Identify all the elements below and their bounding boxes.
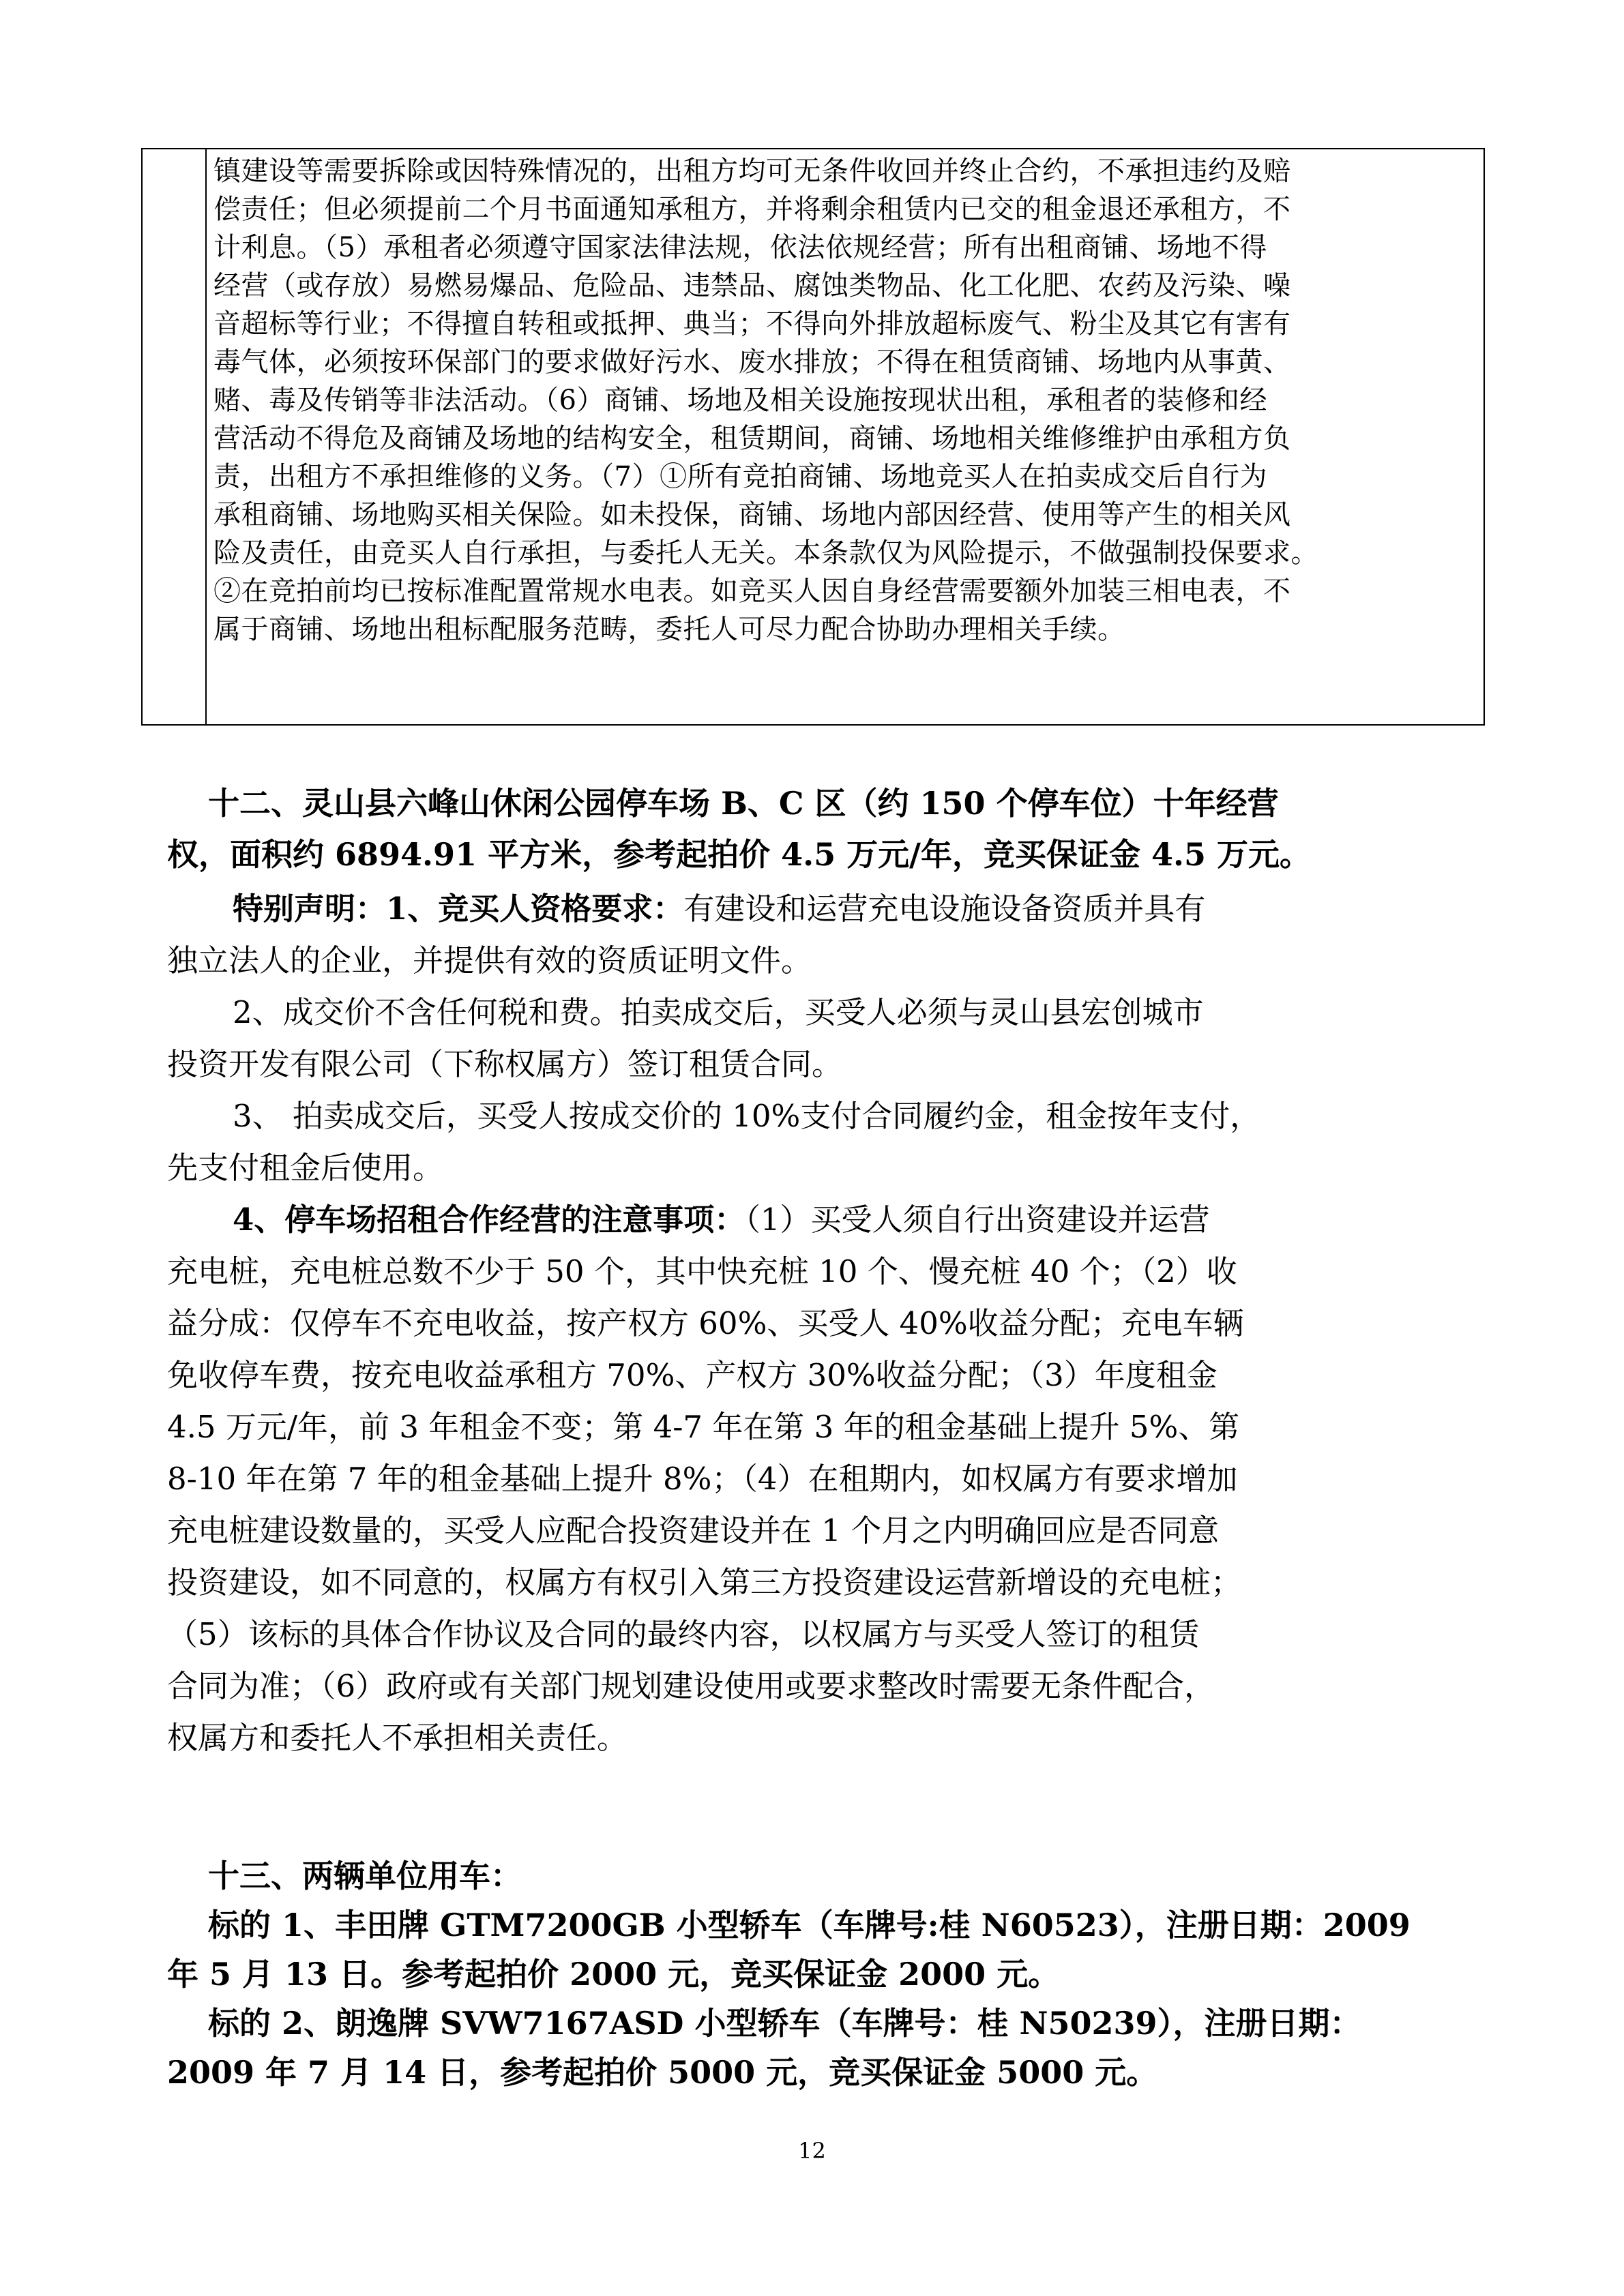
paragraph-line: 独立法人的企业，并提供有效的资质证明文件。 <box>167 942 812 979</box>
heading-line: 权，面积约 6894.91 平方米，参考起拍价 4.5 万元/年，竞买保证金 4.5 万元。 <box>167 836 1312 873</box>
paragraph-line: 3、 拍卖成交后，买受人按成交价的 10%支付合同履约金，租金按年支付， <box>233 1098 1261 1134</box>
table-left-cell <box>143 149 207 724</box>
paragraph-line: 合同为准；（6）政府或有关部门规划建设使用或要求整改时需要无条件配合， <box>167 1668 1215 1704</box>
table-text-line: 偿责任；但必须提前二个月书面通知承租方，并将剩余租赁内已交的租金退还承租方，不 <box>213 194 1291 225</box>
terms-table-fragment <box>141 148 1485 726</box>
section-13 <box>167 1851 1463 2097</box>
page-number: 12 <box>798 2138 826 2164</box>
table-text-line: 毒气体，必须按环保部门的要求做好污水、废水排放；不得在租赁商铺、场地内从事黄、 <box>213 346 1291 378</box>
table-terms-cell <box>213 152 1478 648</box>
parking-notes-lines <box>167 1246 1463 1764</box>
special-statement-label: 特别声明：1、竞买人资格要求： <box>233 891 684 927</box>
paragraph-text: （1）买受人须自行出资建设并运营 <box>745 1202 1210 1238</box>
table-text-line: 属于商铺、场地出租标配服务范畴，委托人可尽力配合协助办理相关手续。 <box>213 614 1125 645</box>
paragraph-line: （5）该标的具体合作协议及合同的最终内容，以权属方与买受人签订的租赁 <box>167 1616 1200 1652</box>
paragraph-line: 充电桩，充电桩总数不少于 50 个，其中快充桩 10 个、慢充桩 40 个；（2）收 <box>167 1253 1237 1289</box>
paragraph-line: 权属方和委托人不承担相关责任。 <box>167 1720 628 1756</box>
table-text-line: 经营（或存放）易燃易爆品、危险品、违禁品、腐蚀类物品、化工化肥、农药及污染、噪 <box>213 270 1291 301</box>
paragraph-line: 免收停车费，按充电收益承租方 70%、产权方 30%收益分配；（3）年度租金 <box>167 1357 1217 1393</box>
table-text-line: 音超标等行业；不得擅自转租或抵押、典当；不得向外排放超标废气、粉尘及其它有害有 <box>213 308 1291 340</box>
parking-notes-label: 4、停车场招租合作经营的注意事项： <box>233 1202 745 1238</box>
paragraph-line: 4.5 万元/年，前 3 年租金不变；第 4-7 年在第 3 年的租金基础上提升 5%、第 <box>167 1409 1240 1445</box>
paragraph-line <box>167 883 1463 935</box>
paragraph-line: 投资开发有限公司（下称权属方）签订租赁合同。 <box>167 1046 843 1082</box>
paragraph-line: 2、成交价不含任何税和费。拍卖成交后，买受人必须与灵山县宏创城市 <box>233 994 1204 1030</box>
vehicle-item-2-line: 2009 年 7 月 14 日，参考起拍价 5000 元，竞买保证金 5000 元。 <box>167 2054 1158 2091</box>
vehicle-item-2-line: 标的 2、朗逸牌 SVW7167ASD 小型轿车（车牌号：桂 N50239），注册日期： <box>208 2005 1361 2042</box>
paragraph-line <box>167 1194 1463 1246</box>
vehicle-item-1-line: 年 5 月 13 日。参考起拍价 2000 元，竞买保证金 2000 元。 <box>167 1956 1060 1993</box>
paragraph-line: 充电桩建设数量的，买受人应配合投资建设并在 1 个月之内明确回应是否同意 <box>167 1512 1220 1549</box>
heading-line: 十二、灵山县六峰山休闲公园停车场 B、C 区（约 150 个停车位）十年经营 <box>208 785 1279 822</box>
table-text-line: 计利息。（5）承租者必须遵守国家法律法规，依法依规经营；所有出租商铺、场地不得 <box>213 232 1267 263</box>
vehicle-item-1-line: 标的 1、丰田牌 GTM7200GB 小型轿车（车牌号:桂 N60523），注册日期：2009 <box>208 1907 1411 1943</box>
paragraph-line: 8-10 年在第 7 年的租金基础上提升 8%；（4）在租期内，如权属方有要求增加 <box>167 1461 1238 1497</box>
paragraph-line: 先支付租金后使用。 <box>167 1150 444 1186</box>
table-text-line: 镇建设等需要拆除或因特殊情况的，出租方均可无条件收回并终止合约，不承担违约及赔 <box>213 155 1291 187</box>
table-text-line: 营活动不得危及商铺及场地的结构安全，租赁期间，商铺、场地相关维修维护由承租方负 <box>213 423 1291 454</box>
table-text-line: ②在竞拍前均已按标准配置常规水电表。如竞买人因自身经营需要额外加装三相电表，不 <box>213 576 1291 607</box>
table-text-line: 险及责任，由竞买人自行承担，与委托人无关。本条款仅为风险提示，不做强制投保要求。 <box>213 537 1318 569</box>
paragraph-text: 有建设和运营充电设施设备资质并具有 <box>683 891 1206 927</box>
table-text-line: 承租商铺、场地购买相关保险。如未投保，商铺、场地内部因经营、使用等产生的相关风 <box>213 499 1291 531</box>
section-12-heading <box>167 778 1463 880</box>
paragraph-line: 益分成：仅停车不充电收益，按产权方 60%、买受人 40%收益分配；充电车辆 <box>167 1305 1244 1341</box>
paragraph-line: 投资建设，如不同意的，权属方有权引入第三方投资建设运营新增设的充电桩； <box>167 1564 1242 1600</box>
table-text-line: 责，出租方不承担维修的义务。（7）①所有竞拍商铺、场地竞买人在拍卖成交后自行为 <box>213 461 1267 492</box>
section-12-body <box>167 883 1463 1764</box>
table-text-line: 赌、毒及传销等非法活动。（6）商铺、场地及相关设施按现状出租，承租者的装修和经 <box>213 385 1267 416</box>
section-13-heading: 十三、两辆单位用车： <box>208 1858 522 1894</box>
